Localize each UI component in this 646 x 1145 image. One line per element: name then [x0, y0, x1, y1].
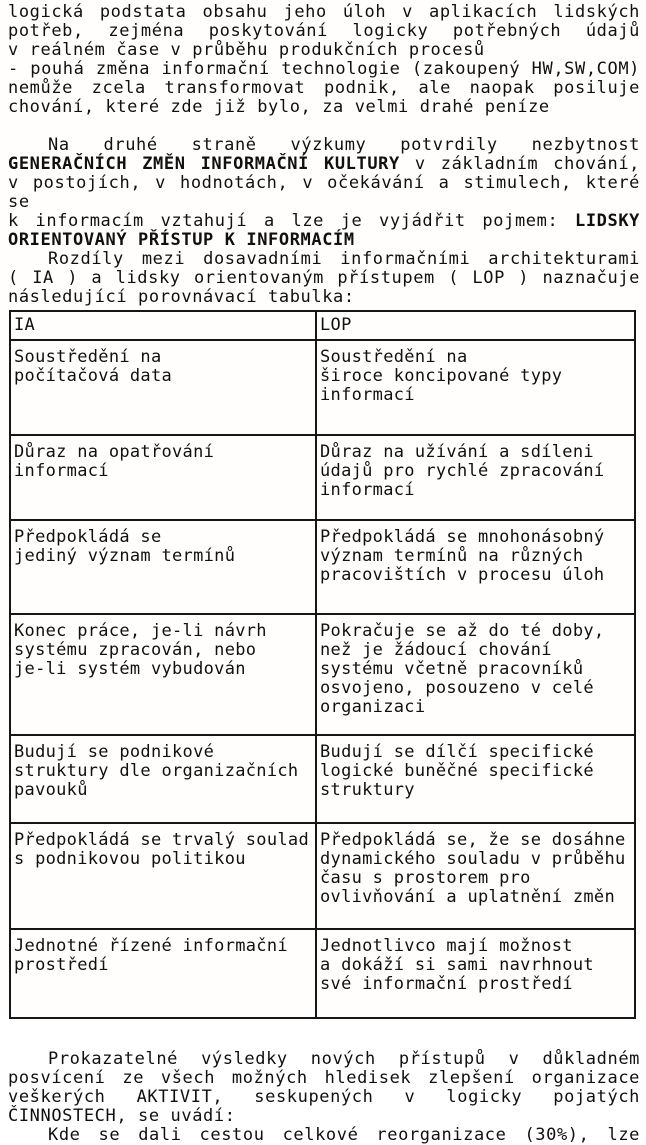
text-segment: potřeb, zejména poskytování logicky potřebných údajů: [8, 21, 640, 41]
text-segment: v reálném čase v průběhu produkčních procesů: [8, 40, 485, 60]
cell-ia: Předpokládá se trvalý soulad s podnikovou politikou: [10, 823, 316, 929]
header-cell-ia: IA: [10, 311, 316, 340]
text-segment: následující porovnávací tabulka:: [8, 287, 355, 307]
text-segment: chování, které zde již bylo, za velmi drahé peníze: [8, 97, 550, 117]
text-segment: ( IA ) a lidsky orientovaným přístupem ( LOP ) naznačuje: [8, 268, 640, 288]
text-line: [8, 136, 640, 155]
cell-ia: Budují se podnikové struktury dle organizačních pavouků: [10, 735, 316, 823]
text-segment: Kde se dali cestou celkové reorganizace (30%), lze: [48, 1125, 640, 1145]
table-header-row: [10, 311, 635, 340]
text-line: [8, 1069, 640, 1088]
paragraph: [8, 136, 640, 250]
table-row: [10, 435, 635, 520]
text-segment: veškerých AKTIVIT, seskupených v logicky pojatých: [8, 1087, 640, 1107]
header-cell-lop: LOP: [316, 311, 635, 340]
paragraph: [8, 1050, 640, 1126]
comparison-table: [9, 310, 636, 1019]
text-line: [8, 212, 640, 231]
emphasized-text: LIDSKY: [574, 211, 640, 231]
text-segment: logická podstata obsahu jeho úloh v aplikacích lidských: [8, 2, 640, 22]
text-segment: Prokazatelné výsledky nových přístupů v důkladném: [48, 1049, 640, 1069]
text-line: [8, 41, 640, 60]
text-segment: nemůže zcela transformovat podnik, ale naopak posiluje: [8, 78, 640, 98]
text-line: [8, 1050, 640, 1069]
cell-lop: Soustředění na široce koncipované typy informací: [316, 340, 635, 435]
table-row: [10, 823, 635, 929]
text-segment: k informacím vztahují a lze je vyjádřit pojmem:: [8, 211, 575, 231]
cell-lop: Důraz na užívání a sdíleni údajů pro rychlé zpracování informací: [316, 435, 635, 520]
table-row: [10, 735, 635, 823]
cell-lop: Pokračuje se až do té doby, než je žádoucí chování systému včetně pracovníků osvojeno, posouzeno v celé organizaci: [316, 614, 635, 735]
paragraph: [8, 1126, 640, 1145]
text-line: [8, 250, 640, 269]
text-line: [8, 1126, 640, 1145]
text-line: [8, 60, 640, 79]
emphasized-text: ORIENTOVANÝ PŘÍSTUP K INFORMACÍM: [8, 230, 355, 250]
cell-lop: Jednotlivco mají možnost a dokáží si sami navrhnout své informační prostředí: [316, 929, 635, 1018]
cell-lop: Předpokládá se, že se dosáhne dynamického souladu v průběhu času s prostorem pro ovlivňování a uplatnění změn: [316, 823, 635, 929]
text-line: [8, 155, 640, 174]
table-row: [10, 614, 635, 735]
text-line: [8, 98, 640, 117]
text-line: [8, 288, 640, 307]
paragraph: [8, 60, 640, 117]
text-segment: v postojích, v hodnotách, v očekávání a stimulech, které se: [8, 173, 640, 212]
text-line: [8, 174, 640, 212]
cell-ia: Jednotné řízené informační prostředí: [10, 929, 316, 1018]
table-row: [10, 929, 635, 1018]
table-row: [10, 520, 635, 614]
emphasized-text: GENERAČNÍCH ZMĚN INFORMAČNÍ KULTURY: [8, 154, 400, 174]
cell-lop: Předpokládá se mnohonásobný význam termínů na různých pracovištích v procesu úloh: [316, 520, 635, 614]
text-line: [8, 1088, 640, 1107]
closing-paragraphs: [8, 1050, 640, 1145]
comparison-table-body: [10, 340, 635, 1018]
text-line: [8, 231, 640, 250]
text-line: [8, 269, 640, 288]
text-line: [8, 79, 640, 98]
cell-ia: Důraz na opatřování informací: [10, 435, 316, 520]
text-segment: Rozdíly mezi dosavadními informačními architekturami: [48, 249, 640, 269]
intro-paragraphs: [8, 3, 640, 307]
table-row: [10, 340, 635, 435]
text-segment: v základním chování,: [399, 154, 640, 174]
paragraph: [8, 250, 640, 307]
text-segment: Na druhé straně výzkumy potvrdily nezbytnost: [48, 135, 640, 155]
cell-ia: Předpokládá se jediný význam termínů: [10, 520, 316, 614]
cell-lop: Budují se dílčí specifické logické buněčné specifické struktury: [316, 735, 635, 823]
text-line: [8, 3, 640, 22]
text-segment: - pouhá změna informační technologie (zakoupený HW,SW,COM): [8, 59, 640, 79]
paragraph: [8, 3, 640, 60]
text-segment: posvícení ze všech možných hledisek zlepšení organizace: [8, 1068, 640, 1088]
text-segment: ČINNOSTECH, se uvádí:: [8, 1106, 236, 1126]
cell-ia: Soustředění na počítačová data: [10, 340, 316, 435]
text-line: [8, 22, 640, 41]
cell-ia: Konec práce, je-li návrh systému zpracován, nebo je-li systém vybudován: [10, 614, 316, 735]
text-line: [8, 1107, 640, 1126]
